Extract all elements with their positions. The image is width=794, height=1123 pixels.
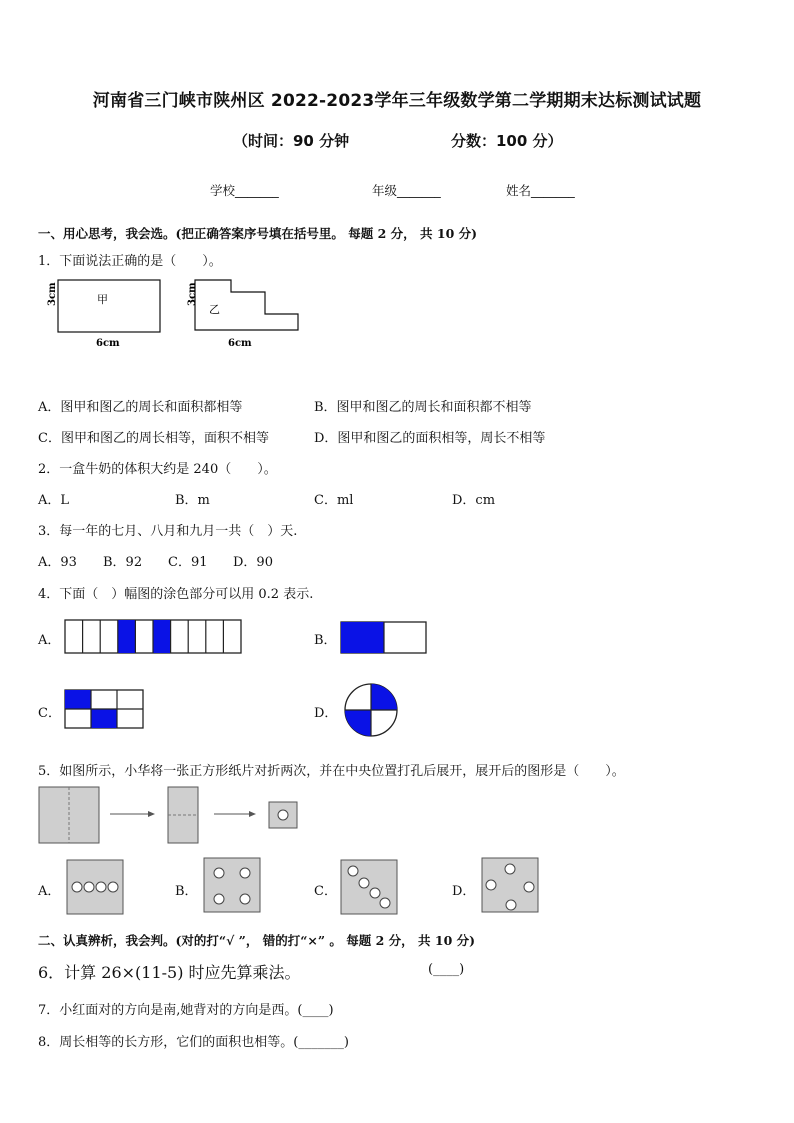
q1-text: 1．下面说法正确的是（ ）。 — [38, 254, 222, 269]
figure-yi-width: 6cm — [228, 338, 252, 349]
shaded-cell — [153, 620, 171, 653]
q6-answer-blank[interactable]: (____) — [428, 962, 465, 977]
q1-option-d[interactable]: D．图甲和图乙的面积相等，周长不相等 — [314, 431, 546, 446]
figure-jia-rect — [58, 280, 160, 332]
q5-option-c[interactable]: C． — [314, 884, 337, 899]
q2-option-d[interactable]: D．cm — [452, 493, 496, 508]
q5-option-a[interactable]: A． — [38, 884, 61, 899]
page-title: 河南省三门峡市陕州区 2022-2023学年三年级数学第二学期期末达标测试试题 — [92, 91, 702, 111]
q1-option-a[interactable]: A．图甲和图乙的周长和面积都相等 — [38, 400, 243, 415]
figure-yi-height: 3cm — [187, 282, 198, 306]
q4-figure-c — [64, 689, 146, 731]
section1-heading: 一、用心思考，我会选。(把正确答案序号填在括号里。 每题 2 分， 共 10 分) — [38, 226, 478, 241]
q4-figure-a — [64, 618, 244, 656]
q5-option-b[interactable]: B． — [175, 884, 198, 899]
figure-yi-label: 乙 — [209, 303, 220, 316]
q4-option-c[interactable]: C． — [38, 706, 61, 721]
q3-option-b[interactable]: B．92 — [103, 555, 143, 570]
q2-text: 2．一盒牛奶的体积大约是 240（ ）。 — [38, 462, 277, 477]
q3-option-a[interactable]: A．93 — [38, 555, 77, 570]
shaded-quarter — [371, 684, 397, 710]
q5-figure-a — [66, 859, 126, 917]
q4-option-b[interactable]: B． — [314, 633, 337, 648]
q4-option-d[interactable]: D． — [314, 706, 338, 721]
school-field[interactable]: 学校_______ — [210, 183, 279, 198]
shaded-cell — [91, 709, 117, 728]
q3-option-c[interactable]: C．91 — [168, 555, 208, 570]
q5-text: 5．如图所示，小华将一张正方形纸片对折两次，并在中央位置打孔后展开，展开后的图形是（ ）。 — [38, 764, 625, 779]
q5-figure-d — [481, 857, 541, 915]
q4-figure-d — [344, 682, 400, 738]
section2-heading: 二、认真辨析，我会判。(对的打“√ ”， 错的打“×” 。 每题 2 分， 共 10 分) — [38, 933, 476, 948]
q4-text: 4．下面（ ）幅图的涂色部分可以用 0.2 表示. — [38, 587, 314, 602]
figure-jia-label: 甲 — [97, 293, 108, 306]
q5-option-d[interactable]: D． — [452, 884, 476, 899]
q2-option-b[interactable]: B．m — [175, 493, 210, 508]
q5-folding-sequence — [38, 786, 303, 848]
q3-text: 3．每一年的七月、八月和九月一共（ ）天. — [38, 524, 298, 539]
q1-option-c[interactable]: C．图甲和图乙的周长相等，面积不相等 — [38, 431, 269, 446]
name-field[interactable]: 姓名_______ — [506, 183, 575, 198]
figure-jia-height: 3cm — [47, 282, 58, 306]
q4-figure-b — [340, 620, 430, 656]
q1-option-b[interactable]: B．图甲和图乙的周长和面积都不相等 — [314, 400, 532, 415]
q7-text: 7．小红面对的方向是南,她背对的方向是西。(____) — [38, 1003, 334, 1018]
q4-option-a[interactable]: A． — [38, 633, 61, 648]
q3-option-d[interactable]: D．90 — [233, 555, 273, 570]
q6-text: 6．计算 26×(11-5) 时应先算乘法。 — [38, 963, 301, 982]
shaded-cell — [65, 690, 91, 709]
grade-field[interactable]: 年级_______ — [372, 183, 441, 198]
shaded-quarter — [345, 710, 371, 736]
q2-option-a[interactable]: A．L — [38, 493, 70, 508]
q5-figure-b — [203, 857, 263, 915]
time-label: （时间：90 分钟 — [233, 132, 350, 150]
shaded-cell — [118, 620, 136, 653]
q2-option-c[interactable]: C．ml — [314, 493, 354, 508]
q1-figures — [36, 278, 326, 350]
score-label: 分数：100 分） — [451, 132, 563, 150]
q5-figure-c — [340, 859, 400, 917]
figure-jia-width: 6cm — [96, 338, 120, 349]
shaded-half — [341, 622, 384, 653]
q8-text: 8．周长相等的长方形，它们的面积也相等。(_______) — [38, 1035, 349, 1050]
